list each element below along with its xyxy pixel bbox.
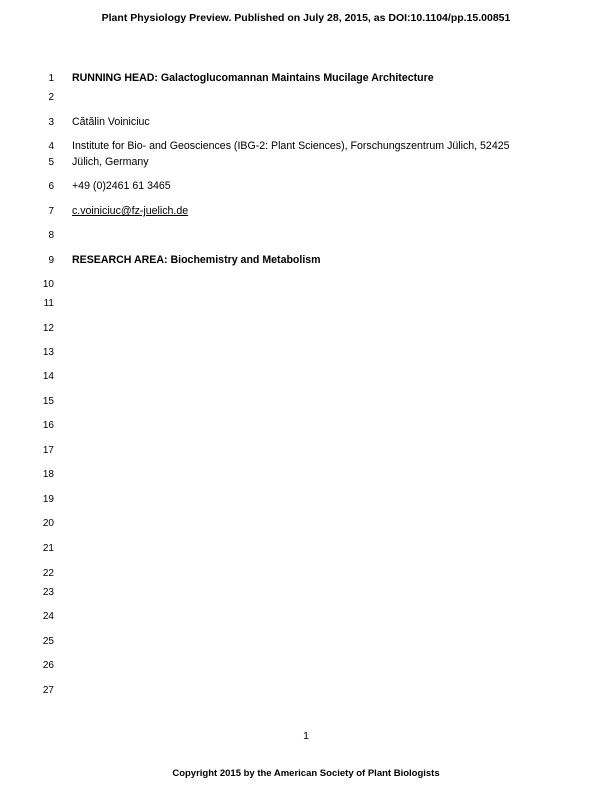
- line-number: 22: [42, 568, 54, 579]
- line-number: 19: [42, 494, 54, 505]
- page-number: 1: [303, 730, 309, 742]
- line-number: 4: [48, 141, 54, 152]
- line-number: 26: [42, 660, 54, 671]
- line-number: 16: [42, 420, 54, 431]
- line-number: 25: [42, 636, 54, 647]
- line-number: 9: [48, 255, 54, 266]
- research-area: RESEARCH AREA: Biochemistry and Metabolism: [72, 254, 321, 266]
- line-number: 6: [48, 181, 54, 192]
- email-link[interactable]: c.voiniciuc@fz-juelich.de: [72, 205, 189, 217]
- line-number: 7: [48, 206, 54, 217]
- preview-header: Plant Physiology Preview. Published on July 28, 2015, as DOI:10.1104/pp.15.00851: [101, 12, 511, 24]
- line-number: 15: [42, 396, 54, 407]
- line-number: 13: [42, 347, 54, 358]
- line-number: 24: [42, 611, 54, 622]
- line-number: 1: [48, 73, 54, 84]
- line-number: 14: [42, 371, 54, 382]
- line-number: 18: [42, 469, 54, 480]
- line-number: 12: [42, 323, 54, 334]
- line-number: 8: [48, 230, 54, 241]
- line-number: 21: [42, 543, 54, 554]
- line-number: 23: [42, 587, 54, 598]
- line-number: 11: [43, 298, 54, 309]
- line-number: 27: [42, 685, 54, 696]
- copyright-footer: Copyright 2015 by the American Society of Plant Biologists: [172, 768, 440, 779]
- phone-number: +49 (0)2461 61 3465: [72, 180, 171, 192]
- author-name: Cătălin Voiniciuc: [72, 116, 150, 128]
- affiliation-line-1: Institute for Bio- and Geosciences (IBG-2: Plant Sciences), Forschungszentrum Jülich, 52425: [72, 140, 510, 152]
- line-number: 10: [42, 279, 54, 290]
- line-number: 17: [42, 445, 54, 456]
- affiliation-line-2: Jülich, Germany: [72, 156, 149, 168]
- line-number: 20: [42, 518, 54, 529]
- running-head: RUNNING HEAD: Galactoglucomannan Maintains Mucilage Architecture: [72, 72, 434, 84]
- line-number: 3: [48, 117, 54, 128]
- line-number: 2: [48, 92, 54, 103]
- line-number: 5: [48, 157, 54, 168]
